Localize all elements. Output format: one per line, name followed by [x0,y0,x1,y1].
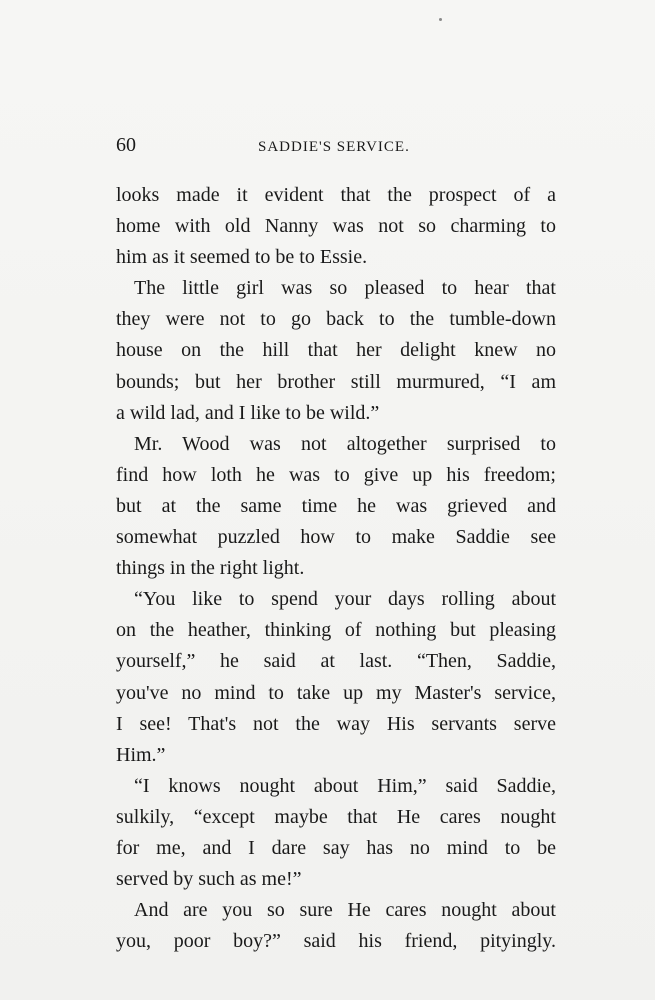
body-text [116,180,556,957]
running-head: SADDIE'S SERVICE. [258,139,410,155]
text-line: “I knows nought about Him,” said Saddie, [134,774,556,797]
text-line: I see! That's not the way His servants serve [116,712,556,735]
text-line: but at the same time he was grieved and [116,494,556,517]
text-line: you, poor boy?” said his friend, pityingly. [116,930,556,953]
text-line: home with old Nanny was not so charming to [116,215,556,238]
text-line: somewhat puzzled how to make Saddie see [116,526,556,549]
text-line: Him.” [116,743,166,766]
text-line: served by such as me!” [116,868,302,891]
text-line: you've no mind to take up my Master's service, [116,681,556,704]
text-line: find how loth he was to give up his freedom; [116,463,556,486]
text-line: on the heather, thinking of nothing but pleasing [116,619,556,642]
text-line: house on the hill that her delight knew no [116,339,556,362]
text-line: The little girl was so pleased to hear that [134,277,556,300]
text-line: And are you so sure He cares nought about [134,899,556,922]
text-line: bounds; but her brother still murmured, “I am [116,370,556,393]
text-line: things in the right light. [116,557,305,580]
text-line: they were not to go back to the tumble-down [116,308,556,331]
print-speck [439,18,442,21]
text-line: him as it seemed to be to Essie. [116,246,368,269]
text-line: yourself,” he said at last. “Then, Saddie, [116,650,556,673]
text-line: Mr. Wood was not altogether surprised to [134,432,556,455]
text-line: sulkily, “except maybe that He cares nought [116,805,556,828]
text-line: “You like to spend your days rolling about [134,588,556,611]
text-line: for me, and I dare say has no mind to be [116,836,556,859]
page-header [116,133,554,159]
page-number: 60 [116,134,136,156]
text-line: looks made it evident that the prospect of a [116,184,556,206]
text-line: a wild lad, and I like to be wild.” [116,401,380,424]
